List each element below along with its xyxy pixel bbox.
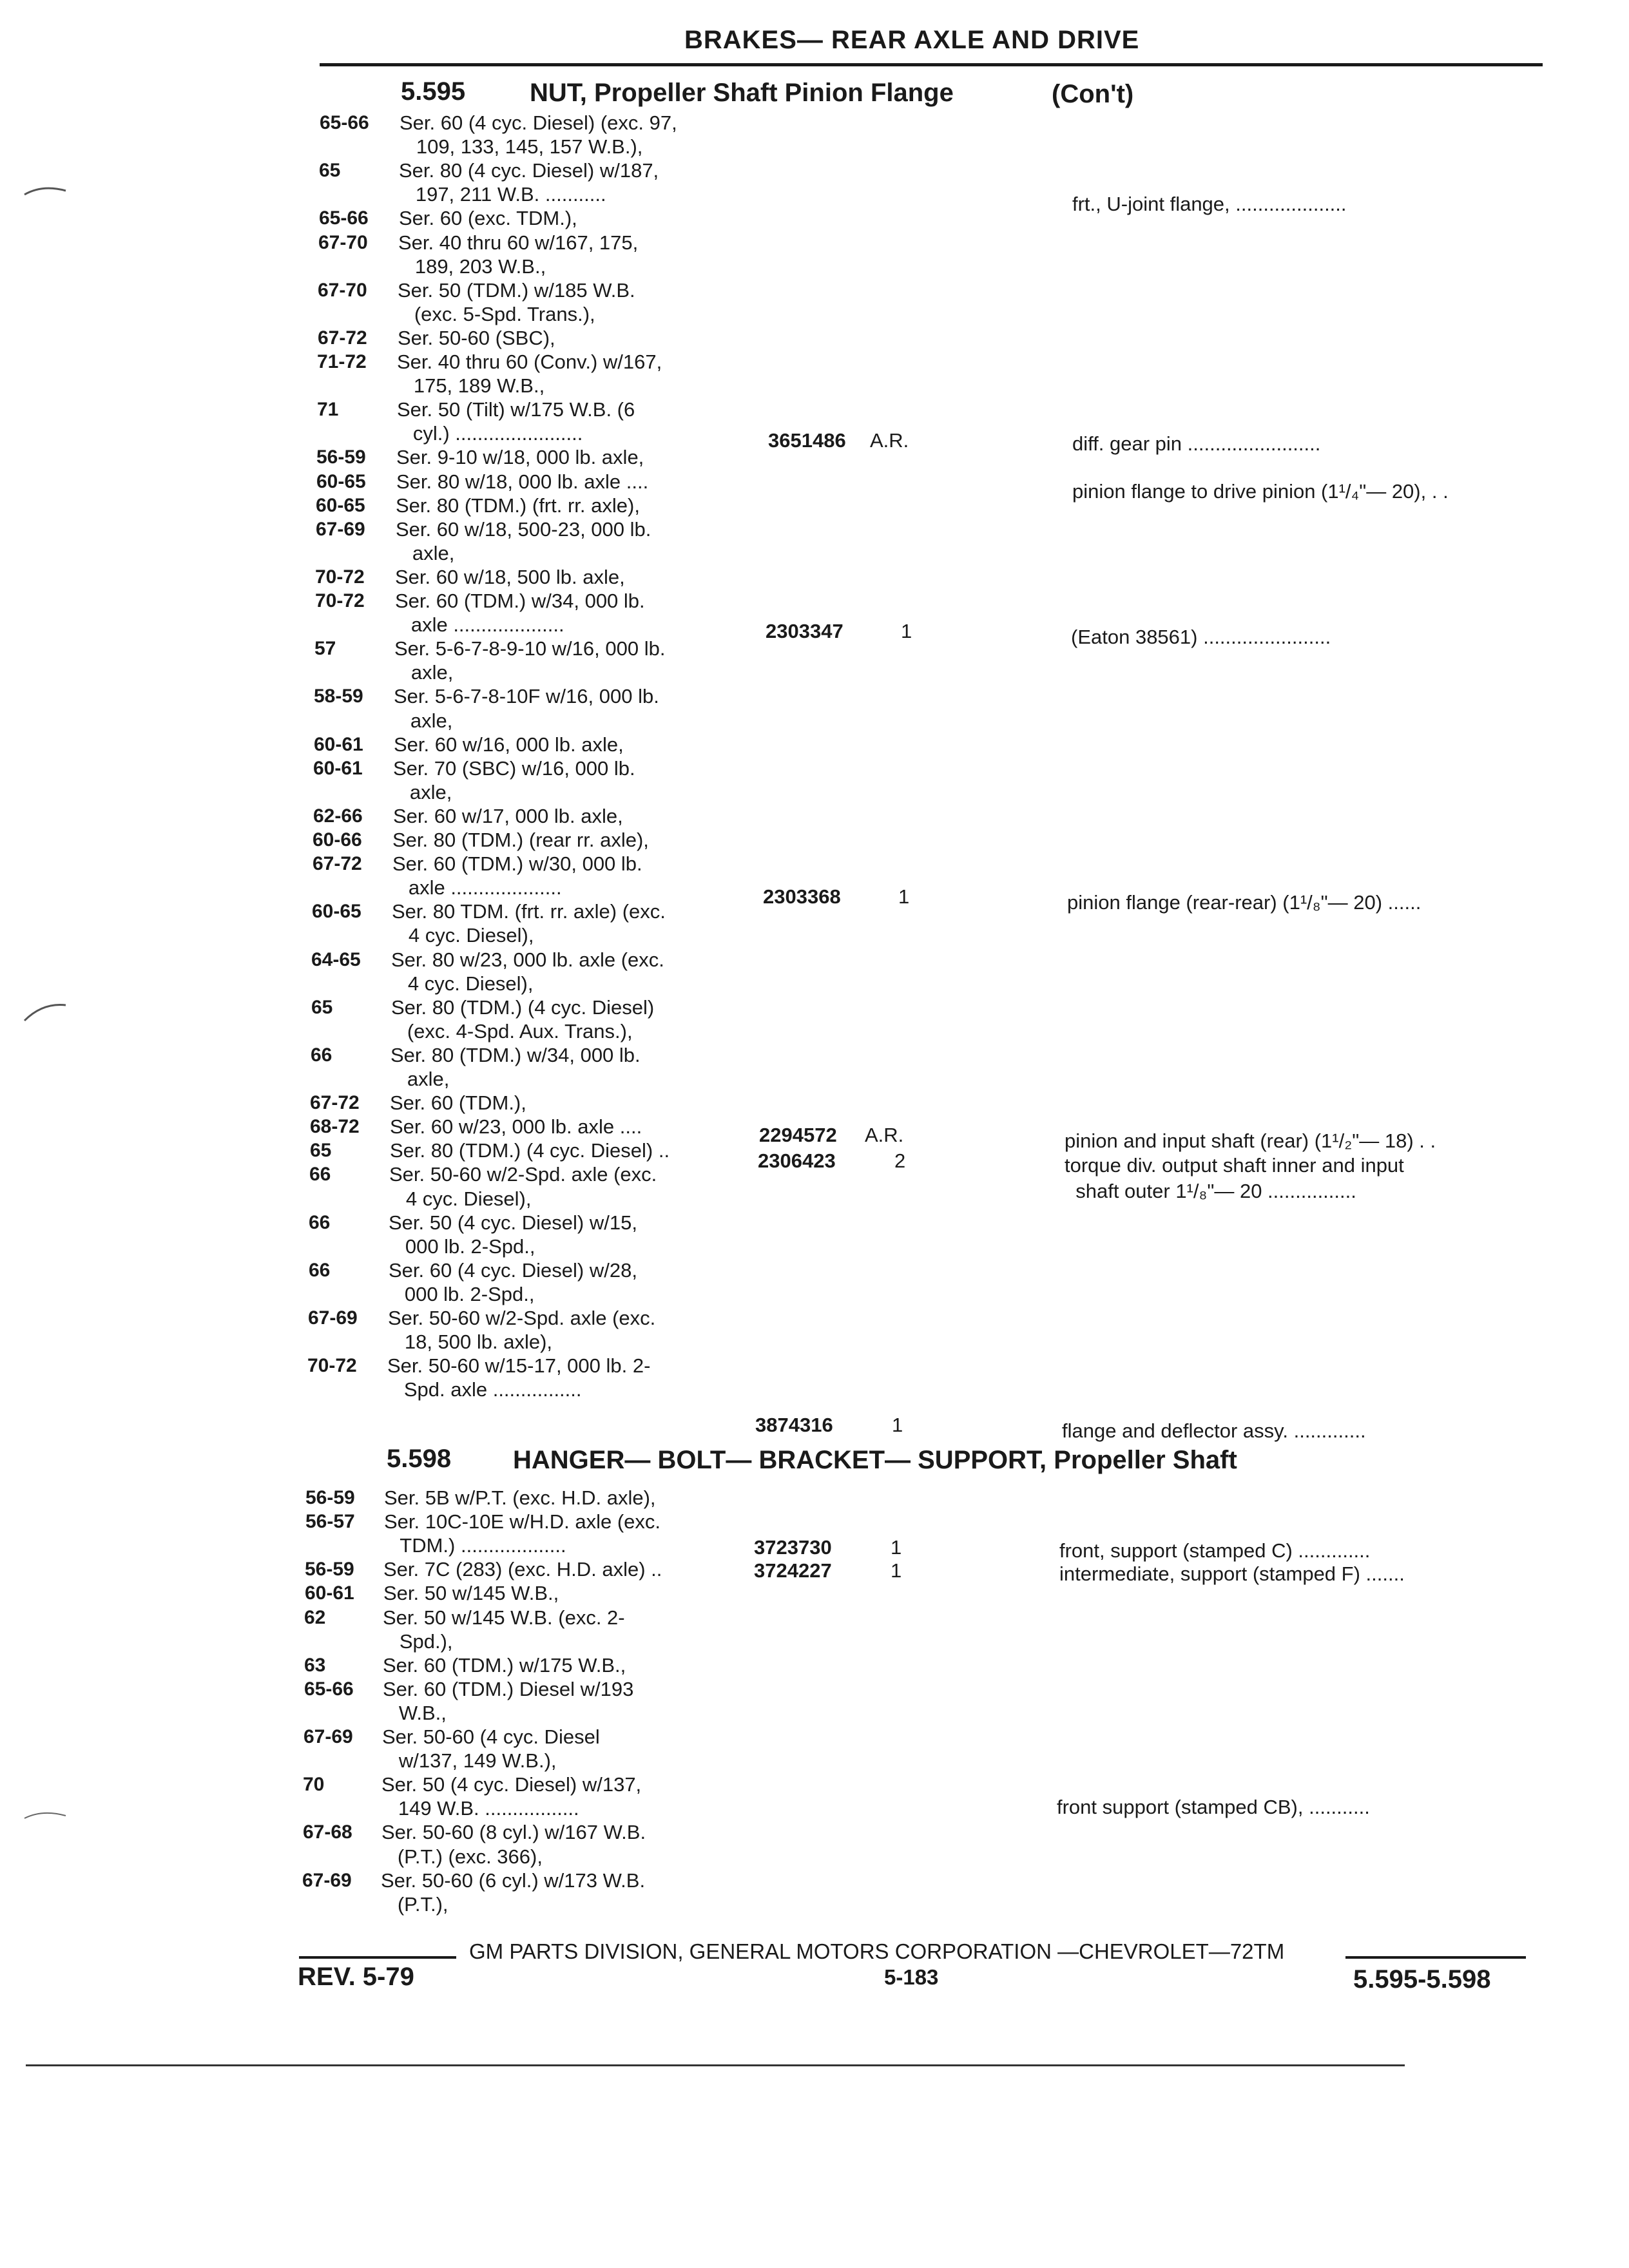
part-number: 2294572 bbox=[759, 1124, 837, 1146]
applicability-text: Ser. 60 w/16, 000 lb. axle, bbox=[394, 733, 624, 756]
applicability-text: 149 W.B. ................. bbox=[381, 1797, 579, 1820]
part-quantity: 1 bbox=[891, 1536, 902, 1559]
model-years: 67-69 bbox=[304, 1726, 353, 1747]
model-years: 65-66 bbox=[304, 1678, 354, 1700]
applicability-text: Spd. axle ................ bbox=[387, 1378, 582, 1401]
applicability-text: 109, 133, 145, 157 W.B.), bbox=[400, 135, 643, 159]
applicability-text: 4 cyc. Diesel), bbox=[391, 972, 534, 995]
applicability-text: Ser. 80 TDM. (frt. rr. axle) (exc. bbox=[392, 900, 666, 923]
applicability-text: Ser. 5-6-7-8-10F w/16, 000 lb. bbox=[394, 685, 659, 708]
applicability-text: Ser. 60 (TDM.), bbox=[390, 1091, 526, 1115]
part-description: flange and deflector assy. ............. bbox=[1062, 1419, 1366, 1442]
applicability-text: w/137, 149 W.B.), bbox=[382, 1749, 557, 1773]
part-description: torque div. output shaft inner and input bbox=[1065, 1154, 1404, 1177]
model-years: 67-69 bbox=[302, 1869, 352, 1891]
applicability-text: Ser. 80 w/23, 000 lb. axle (exc. bbox=[391, 948, 664, 971]
applicability-text: Ser. 50-60 w/2-Spd. axle (exc. bbox=[388, 1307, 656, 1329]
model-years: 71 bbox=[317, 399, 339, 421]
applicability-text: Ser. 80 (TDM.) (4 cyc. Diesel) .. bbox=[390, 1139, 670, 1162]
model-years: 65-66 bbox=[320, 112, 369, 133]
footer-page-number: 5-183 bbox=[884, 1965, 939, 1989]
part-quantity: 2 bbox=[894, 1149, 906, 1172]
model-years: 67-70 bbox=[318, 279, 367, 301]
model-years: 70 bbox=[303, 1774, 325, 1796]
part-number: 2303368 bbox=[763, 885, 841, 908]
model-years: 70-72 bbox=[307, 1355, 357, 1377]
footer-rule-right bbox=[1345, 1956, 1526, 1959]
header-rule bbox=[320, 63, 1543, 66]
applicability-text: Ser. 50 w/145 W.B., bbox=[383, 1582, 559, 1605]
model-years: 66 bbox=[311, 1044, 333, 1066]
applicability-text: (P.T.) (exc. 366), bbox=[381, 1845, 543, 1868]
part-quantity: 1 bbox=[892, 1414, 903, 1436]
applicability-text: 197, 211 W.B. ........... bbox=[399, 183, 606, 206]
part-description: intermediate, support (stamped F) ....... bbox=[1059, 1562, 1405, 1585]
part-description: front, support (stamped C) ............. bbox=[1059, 1539, 1371, 1562]
model-years: 67-69 bbox=[308, 1307, 358, 1329]
part-description: pinion and input shaft (rear) (1¹/₂"— 18) . . bbox=[1065, 1129, 1436, 1152]
model-years: 65 bbox=[310, 1140, 332, 1162]
applicability-text: Ser. 50-60 w/15-17, 000 lb. 2- bbox=[387, 1354, 651, 1378]
applicability-text: 000 lb. 2-Spd., bbox=[389, 1235, 535, 1258]
model-years: 65 bbox=[319, 160, 341, 182]
model-years: 67-69 bbox=[316, 518, 365, 540]
model-years: 58-59 bbox=[314, 686, 363, 707]
applicability-text: Ser. 60 (TDM.) w/34, 000 lb. bbox=[395, 590, 645, 612]
applicability-text: Ser. 70 (SBC) w/16, 000 lb. bbox=[393, 756, 635, 780]
applicability-text: Ser. 40 thru 60 (Conv.) w/167, bbox=[397, 351, 662, 373]
section-title: NUT, Propeller Shaft Pinion Flange bbox=[530, 79, 954, 107]
applicability-text: Ser. 60 (exc. TDM.), bbox=[399, 207, 577, 230]
model-years: 60-65 bbox=[316, 470, 366, 492]
model-years: 56-57 bbox=[305, 1511, 355, 1533]
applicability-text: Ser. 60 w/23, 000 lb. axle .... bbox=[390, 1115, 642, 1139]
applicability-text: Ser. 80 (4 cyc. Diesel) w/187, bbox=[399, 159, 659, 182]
section-title: HANGER— BOLT— BRACKET— SUPPORT, Propeller Shaft bbox=[513, 1446, 1237, 1474]
part-number: 2303347 bbox=[766, 620, 843, 642]
part-description: frt., U-joint flange, .................... bbox=[1072, 193, 1347, 215]
applicability-text: Ser. 50 w/145 W.B. (exc. 2- bbox=[383, 1606, 625, 1629]
applicability-text: axle .................... bbox=[394, 613, 564, 637]
applicability-text: 4 cyc. Diesel), bbox=[392, 924, 534, 947]
part-quantity: 1 bbox=[898, 885, 910, 908]
part-description: diff. gear pin ........................ bbox=[1072, 432, 1321, 455]
part-quantity: 1 bbox=[891, 1559, 902, 1582]
applicability-text: (P.T.), bbox=[381, 1892, 448, 1916]
model-years: 68-72 bbox=[310, 1116, 360, 1138]
part-number: 2306423 bbox=[758, 1149, 836, 1172]
model-years: 66 bbox=[309, 1164, 331, 1186]
model-years: 64-65 bbox=[311, 948, 361, 970]
part-quantity: A.R. bbox=[870, 429, 909, 452]
applicability-text: 4 cyc. Diesel), bbox=[389, 1187, 532, 1210]
applicability-text: 189, 203 W.B., bbox=[398, 255, 546, 278]
margin-mark bbox=[23, 182, 68, 197]
applicability-text: Ser. 50 (Tilt) w/175 W.B. (6 bbox=[397, 398, 635, 421]
model-years: 70-72 bbox=[315, 590, 365, 611]
applicability-text: Ser. 60 w/18, 500-23, 000 lb. bbox=[396, 517, 651, 541]
model-years: 56-59 bbox=[305, 1487, 355, 1508]
applicability-text: (exc. 4-Spd. Aux. Trans.), bbox=[390, 1019, 633, 1043]
part-description: pinion flange (rear-rear) (1¹/₈"— 20) ...... bbox=[1067, 891, 1422, 914]
applicability-text: W.B., bbox=[382, 1701, 447, 1724]
model-years: 60-65 bbox=[316, 494, 365, 516]
applicability-text: Ser. 60 (TDM.) w/30, 000 lb. bbox=[392, 852, 642, 876]
applicability-text: TDM.) ................... bbox=[383, 1534, 566, 1557]
applicability-text: Ser. 7C (283) (exc. H.D. axle) .. bbox=[383, 1558, 662, 1581]
applicability-text: 18, 500 lb. axle), bbox=[388, 1331, 553, 1354]
model-years: 60-61 bbox=[314, 733, 363, 755]
model-years: 60-61 bbox=[313, 757, 363, 779]
applicability-text: axle, bbox=[393, 780, 452, 803]
page-header-title: BRAKES— REAR AXLE AND DRIVE bbox=[684, 26, 1140, 54]
part-quantity: A.R. bbox=[865, 1124, 904, 1146]
margin-mark bbox=[23, 1805, 68, 1821]
model-years: 65 bbox=[311, 996, 333, 1018]
model-years: 57 bbox=[314, 638, 336, 660]
applicability-text: Ser. 10C-10E w/H.D. axle (exc. bbox=[384, 1510, 660, 1533]
applicability-text: (exc. 5-Spd. Trans.), bbox=[398, 302, 595, 325]
applicability-text: Ser. 50-60 (4 cyc. Diesel bbox=[382, 1725, 600, 1748]
applicability-text: Ser. 50 (4 cyc. Diesel) w/15, bbox=[389, 1211, 637, 1234]
model-years: 62-66 bbox=[313, 805, 363, 827]
part-number: 3723730 bbox=[754, 1536, 832, 1559]
applicability-text: Ser. 5B w/P.T. (exc. H.D. axle), bbox=[384, 1486, 656, 1509]
applicability-text: axle .................... bbox=[392, 876, 562, 899]
bottom-page-rule bbox=[26, 2064, 1405, 2066]
applicability-text: Ser. 60 w/17, 000 lb. axle, bbox=[393, 804, 623, 827]
part-quantity: 1 bbox=[901, 620, 912, 642]
applicability-text: Ser. 50-60 (8 cyl.) w/167 W.B. bbox=[381, 1821, 646, 1844]
model-years: 56-59 bbox=[305, 1559, 354, 1581]
model-years: 56-59 bbox=[316, 447, 366, 468]
model-years: 60-66 bbox=[313, 829, 362, 850]
applicability-text: 175, 189 W.B., bbox=[397, 374, 545, 398]
margin-mark bbox=[23, 997, 68, 1023]
applicability-text: Ser. 40 thru 60 w/167, 175, bbox=[398, 231, 639, 254]
footer-revision: REV. 5-79 bbox=[298, 1963, 414, 1991]
part-description: (Eaton 38561) ....................... bbox=[1071, 626, 1331, 648]
applicability-text: Ser. 80 (TDM.) w/34, 000 lb. bbox=[390, 1043, 641, 1066]
part-number: 3874316 bbox=[755, 1414, 833, 1436]
applicability-text: cyl.) ....................... bbox=[396, 422, 583, 445]
part-description: pinion flange to drive pinion (1¹/₄"— 20), . . bbox=[1072, 480, 1449, 503]
footer-rule-left bbox=[299, 1956, 456, 1959]
model-years: 62 bbox=[304, 1606, 326, 1628]
applicability-text: axle, bbox=[394, 709, 453, 732]
section-number: 5.595 bbox=[401, 77, 466, 106]
model-years: 60-61 bbox=[305, 1582, 354, 1604]
applicability-text: Ser. 60 (TDM.) Diesel w/193 bbox=[383, 1677, 634, 1700]
model-years: 66 bbox=[309, 1211, 331, 1233]
model-years: 63 bbox=[304, 1654, 326, 1676]
applicability-text: axle, bbox=[390, 1068, 450, 1090]
applicability-text: Ser. 80 w/18, 000 lb. axle .... bbox=[396, 470, 649, 493]
part-number: 3651486 bbox=[768, 429, 846, 452]
model-years: 67-72 bbox=[313, 853, 362, 875]
applicability-text: Ser. 80 (TDM.) (frt. rr. axle), bbox=[396, 494, 640, 517]
model-years: 67-72 bbox=[318, 327, 367, 349]
applicability-text: Ser. 50-60 (6 cyl.) w/173 W.B. bbox=[381, 1869, 646, 1892]
applicability-text: Ser. 9-10 w/18, 000 lb. axle, bbox=[396, 446, 644, 469]
footer-publisher: GM PARTS DIVISION, GENERAL MOTORS CORPORATION —CHEVROLET—72TM bbox=[469, 1939, 1285, 1963]
model-years: 71-72 bbox=[317, 351, 367, 372]
part-number: 3724227 bbox=[754, 1559, 832, 1582]
applicability-text: Ser. 60 (4 cyc. Diesel) w/28, bbox=[389, 1258, 637, 1282]
applicability-text: Ser. 60 (TDM.) w/175 W.B., bbox=[383, 1653, 626, 1677]
model-years: 67-72 bbox=[310, 1092, 360, 1114]
applicability-text: Spd.), bbox=[383, 1629, 453, 1653]
model-years: 65-66 bbox=[319, 207, 369, 229]
applicability-text: Ser. 80 (TDM.) (4 cyc. Diesel) bbox=[391, 995, 655, 1019]
applicability-text: 000 lb. 2-Spd., bbox=[388, 1282, 535, 1305]
model-years: 67-70 bbox=[318, 231, 368, 253]
applicability-text: Ser. 50-60 w/2-Spd. axle (exc. bbox=[389, 1163, 657, 1186]
applicability-text: Ser. 50-60 (SBC), bbox=[398, 326, 555, 349]
footer-section-range: 5.595-5.598 bbox=[1353, 1965, 1491, 1994]
applicability-text: Ser. 50 (TDM.) w/185 W.B. bbox=[398, 278, 635, 302]
applicability-text: axle, bbox=[394, 661, 454, 684]
applicability-text: Ser. 5-6-7-8-9-10 w/16, 000 lb. bbox=[394, 637, 666, 660]
model-years: 60-65 bbox=[312, 901, 361, 923]
section-continued-label: (Con't) bbox=[1052, 80, 1134, 108]
model-years: 67-68 bbox=[303, 1821, 352, 1843]
applicability-text: Ser. 80 (TDM.) (rear rr. axle), bbox=[392, 829, 649, 851]
applicability-text: Ser. 60 w/18, 500 lb. axle, bbox=[395, 565, 625, 588]
applicability-text: Ser. 60 (4 cyc. Diesel) (exc. 97, bbox=[400, 111, 677, 134]
part-description: front support (stamped CB), ........... bbox=[1057, 1796, 1370, 1818]
section-number: 5.598 bbox=[387, 1445, 452, 1473]
model-years: 70-72 bbox=[315, 566, 365, 588]
model-years: 66 bbox=[309, 1259, 331, 1281]
part-description: shaft outer 1¹/₈"— 20 ................ bbox=[1065, 1180, 1356, 1202]
applicability-text: axle, bbox=[396, 541, 455, 564]
applicability-text: Ser. 50 (4 cyc. Diesel) w/137, bbox=[381, 1773, 642, 1796]
